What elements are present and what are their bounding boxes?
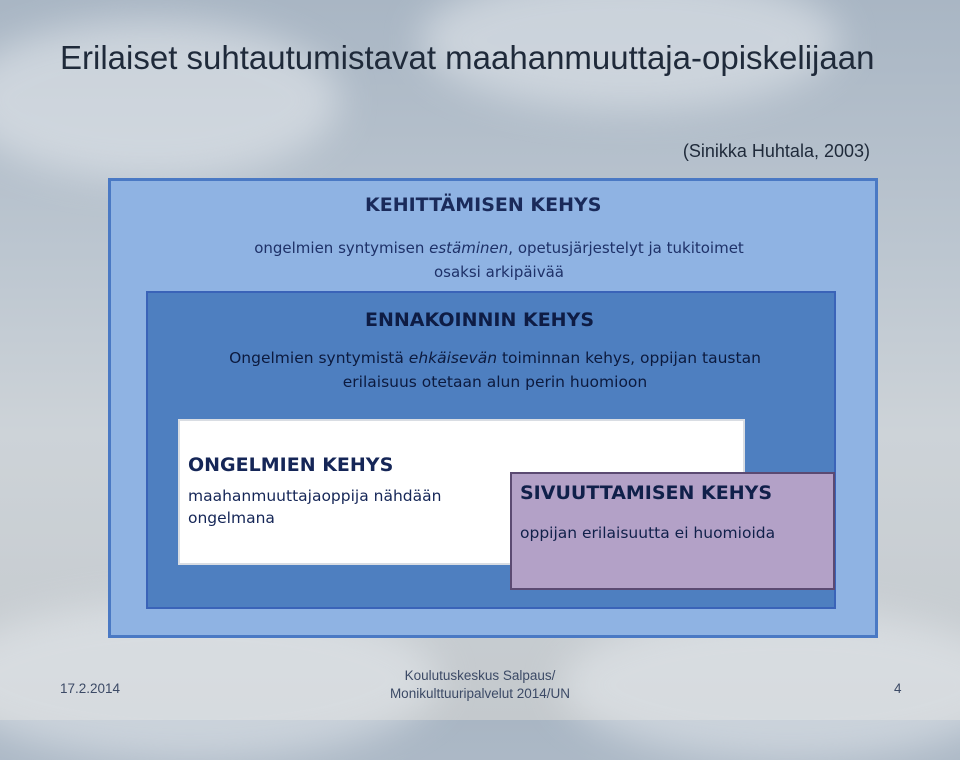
footer-organization: [370, 667, 590, 703]
kehittamisen-desc-part: ongelmien syntymisen: [254, 239, 430, 257]
slide-title: Erilaiset suhtautumistavat maahanmuuttaja-opiskelijaan: [60, 39, 875, 76]
kehittamisen-heading: KEHITTÄMISEN KEHYS: [365, 194, 602, 216]
kehittamisen-desc-emphasis: estäminen: [429, 239, 509, 257]
ennakoinnin-desc-part: Ongelmien syntymistä: [229, 349, 409, 367]
kehittamisen-desc-part: , opetusjärjestelyt ja tukitoimet osaksi arkipäivää: [434, 239, 744, 281]
ongelmien-heading: ONGELMIEN KEHYS: [188, 454, 394, 476]
page-number: 4: [894, 681, 902, 696]
citation: (Sinikka Huhtala, 2003): [682, 141, 870, 161]
kehittamisen-description: [249, 236, 749, 284]
sivuuttamisen-heading: SIVUUTTAMISEN KEHYS: [520, 482, 773, 504]
sivuuttamisen-description: oppijan erilaisuutta ei huomioida: [520, 524, 776, 542]
ongelmien-description: maahanmuuttajaoppija nähdään ongelmana: [188, 487, 442, 527]
ennakoinnin-desc-emphasis: ehkäisevän: [408, 349, 498, 367]
ennakoinnin-heading: ENNAKOINNIN KEHYS: [365, 309, 595, 331]
footer-org-line: Monikulttuuripalvelut 2014/UN: [389, 686, 571, 701]
ennakoinnin-description: [205, 346, 785, 394]
footer-date: 17.2.2014: [60, 681, 121, 696]
ennakoinnin-desc-part: toiminnan kehys, oppijan taustan erilaisuus otetaan alun perin huomioon: [342, 349, 761, 391]
footer-org-line: Koulutuskeskus Salpaus/: [404, 668, 556, 683]
